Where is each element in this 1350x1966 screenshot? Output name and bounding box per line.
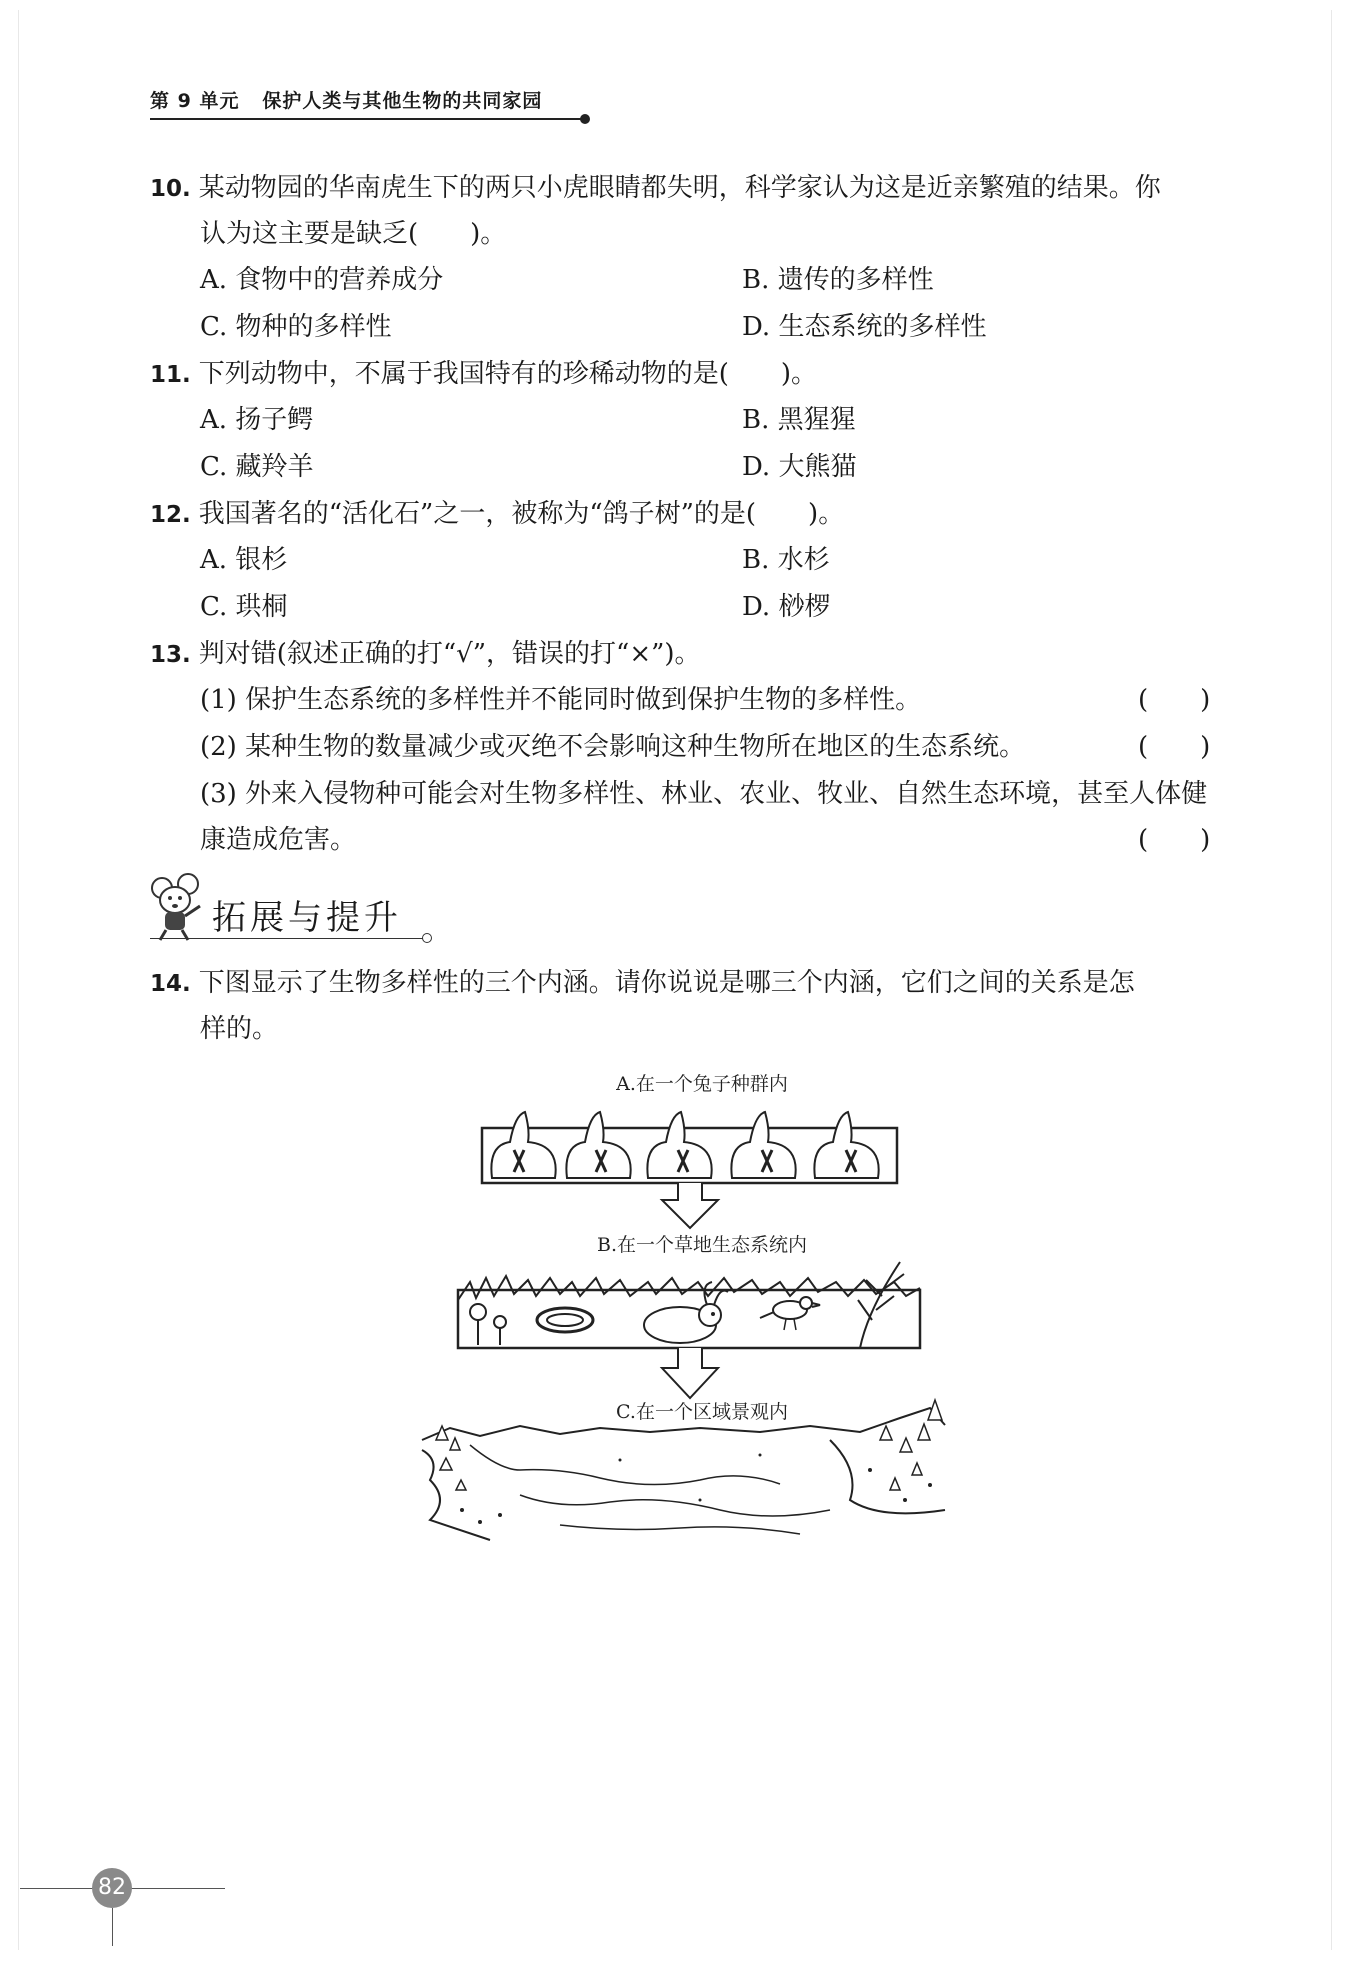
running-header <box>150 86 542 113</box>
figure-label-c: C.在一个区域景观内 <box>616 1401 788 1423</box>
question-number: 11. <box>150 362 191 388</box>
question-number: 10. <box>150 176 191 202</box>
answer-parentheses[interactable]: ( ) <box>1138 732 1211 762</box>
grassland-ecosystem-panel <box>458 1262 920 1348</box>
question-14 <box>150 960 1135 1007</box>
header-rule <box>150 118 585 120</box>
judgement-item-3: (3) 外来入侵物种可能会对生物多样性、林业、农业、牧业、自然生态环境，甚至人体健 <box>200 779 1208 809</box>
section-title: 拓展与提升 <box>212 898 402 938</box>
question-10-line2: 认为这主要是缺乏( )。 <box>200 219 507 249</box>
option-a: A. 扬子鳄 <box>200 405 314 435</box>
down-arrow-icon <box>662 1348 718 1398</box>
down-arrow-icon <box>662 1183 718 1228</box>
section-rule-end <box>422 933 432 943</box>
question-text: 我国著名的“活化石”之一，被称为“鸽子树”的是( )。 <box>198 499 845 529</box>
mouse-mascot-icon <box>148 872 212 946</box>
answer-parentheses[interactable]: ( ) <box>1138 685 1211 715</box>
figure-label-b: B.在一个草地生态系统内 <box>596 1234 808 1256</box>
answer-parentheses[interactable]: ( ) <box>1138 825 1211 855</box>
question-text: 某动物园的华南虎生下的两只小虎眼睛都失明，科学家认为这是近亲繁殖的结果。你 <box>198 173 1161 203</box>
page-number: 82 <box>92 1868 132 1908</box>
question-number: 13. <box>150 642 191 668</box>
question-text: 判对错(叙述正确的打“√”，错误的打“×”)。 <box>198 639 701 669</box>
judgement-item-2: (2) 某种生物的数量减少或灭绝不会影响这种生物所在地区的生态系统。 <box>200 732 1026 762</box>
question-13 <box>150 631 701 678</box>
judgement-item-3-cont: 康造成危害。 <box>200 825 357 855</box>
question-12 <box>150 491 844 538</box>
option-b: B. 黑猩猩 <box>742 405 856 435</box>
option-b: B. 水杉 <box>742 545 830 575</box>
option-c: C. 藏羚羊 <box>200 452 314 482</box>
option-d: D. 桫椤 <box>742 592 831 622</box>
question-14-line2: 样的。 <box>200 1014 279 1044</box>
option-c: C. 物种的多样性 <box>200 312 392 342</box>
header-dot <box>580 114 590 124</box>
option-a: A. 食物中的营养成分 <box>200 265 444 295</box>
question-number: 14. <box>150 971 191 997</box>
option-a: A. 银杉 <box>200 545 288 575</box>
footer-rule-vertical <box>112 1908 113 1946</box>
option-b: B. 遗传的多样性 <box>742 265 934 295</box>
option-d: D. 生态系统的多样性 <box>742 312 987 342</box>
section-rule <box>150 938 425 939</box>
question-10 <box>150 165 1161 212</box>
unit-label: 第 9 单元 <box>150 90 240 112</box>
unit-title: 保护人类与其他生物的共同家园 <box>262 90 543 112</box>
question-11 <box>150 351 817 398</box>
biodiversity-figure <box>0 1060 1350 1580</box>
question-number: 12. <box>150 502 191 528</box>
question-text: 下图显示了生物多样性的三个内涵。请你说说是哪三个内涵，它们之间的关系是怎 <box>198 968 1135 998</box>
question-text: 下列动物中，不属于我国特有的珍稀动物的是( )。 <box>198 359 818 389</box>
option-c: C. 珙桐 <box>200 592 288 622</box>
rabbit-population-panel <box>482 1112 897 1183</box>
figure-label-a: A.在一个兔子种群内 <box>616 1073 788 1095</box>
option-d: D. 大熊猫 <box>742 452 857 482</box>
judgement-item-1: (1) 保护生态系统的多样性并不能同时做到保护生物的多样性。 <box>200 685 922 715</box>
